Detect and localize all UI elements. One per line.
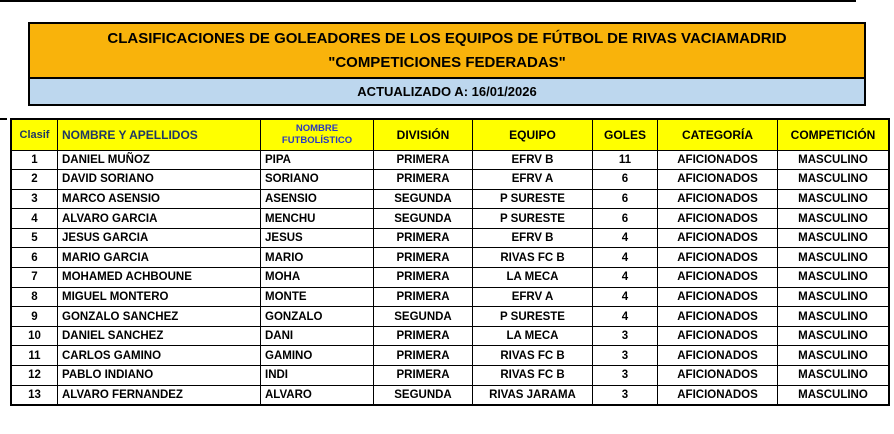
table-cell: 4 — [593, 228, 658, 248]
table-cell: AFICIONADOS — [658, 209, 778, 229]
table-cell: 4 — [593, 248, 658, 268]
table-cell: 3 — [593, 346, 658, 366]
table-cell: MASCULINO — [778, 248, 890, 268]
table-cell: SORIANO — [261, 170, 374, 190]
table-cell: 11 — [593, 150, 658, 170]
table-cell: GONZALO SANCHEZ — [58, 307, 261, 327]
table-cell: ALVARO FERNANDEZ — [58, 385, 261, 405]
table-cell: 4 — [593, 307, 658, 327]
table-cell: AFICIONADOS — [658, 385, 778, 405]
updated-banner — [30, 77, 864, 104]
table-cell: ASENSIO — [261, 189, 374, 209]
table-cell: 1 — [11, 150, 58, 170]
updated-text: ACTUALIZADO A: 16/01/2026 — [357, 84, 537, 99]
table-row — [11, 287, 889, 307]
table-cell: 6 — [593, 189, 658, 209]
table-cell: MASCULINO — [778, 170, 890, 190]
table-cell: PRIMERA — [374, 326, 473, 346]
table-cell: 7 — [11, 268, 58, 288]
table-cell: 3 — [11, 189, 58, 209]
table-row — [11, 346, 889, 366]
table-cell: 3 — [593, 385, 658, 405]
table-cell: EFRV B — [473, 150, 593, 170]
table-cell: MENCHU — [261, 209, 374, 229]
page-title-line1: CLASIFICACIONES DE GOLEADORES DE LOS EQUIPOS DE FÚTBOL DE RIVAS VACIAMADRID — [107, 30, 787, 48]
table-cell: PRIMERA — [374, 346, 473, 366]
table-cell: 10 — [11, 326, 58, 346]
column-header-7: COMPETICIÓN — [778, 119, 890, 150]
table-cell: MASCULINO — [778, 268, 890, 288]
table-cell: PIPA — [261, 150, 374, 170]
table-cell: MASCULINO — [778, 209, 890, 229]
column-header-4: EQUIPO — [473, 119, 593, 150]
table-row — [11, 150, 889, 170]
table-cell: 6 — [11, 248, 58, 268]
table-row — [11, 307, 889, 327]
page-title-line2: "COMPETICIONES FEDERADAS" — [328, 53, 566, 71]
table-cell: ALVARO — [261, 385, 374, 405]
table-cell: AFICIONADOS — [658, 248, 778, 268]
table-cell: MASCULINO — [778, 346, 890, 366]
table-cell: 6 — [593, 209, 658, 229]
table-cell: 4 — [593, 287, 658, 307]
table-cell: RIVAS FC B — [473, 248, 593, 268]
table-cell: AFICIONADOS — [658, 326, 778, 346]
table-cell: P SURESTE — [473, 189, 593, 209]
table-cell: PRIMERA — [374, 287, 473, 307]
table-cell: SEGUNDA — [374, 307, 473, 327]
table-cell: AFICIONADOS — [658, 228, 778, 248]
table-cell: AFICIONADOS — [658, 287, 778, 307]
table-cell: SEGUNDA — [374, 385, 473, 405]
table-cell: AFICIONADOS — [658, 170, 778, 190]
column-header-6: CATEGORÍA — [658, 119, 778, 150]
table-cell: GAMINO — [261, 346, 374, 366]
table-cell: DANI — [261, 326, 374, 346]
table-row — [11, 228, 889, 248]
table-cell: PRIMERA — [374, 150, 473, 170]
table-header — [11, 119, 889, 150]
table-cell: SEGUNDA — [374, 189, 473, 209]
table-row — [11, 248, 889, 268]
table-cell: MASCULINO — [778, 326, 890, 346]
table-cell: 2 — [11, 170, 58, 190]
table-cell: DAVID SORIANO — [58, 170, 261, 190]
table-cell: 11 — [11, 346, 58, 366]
table-cell: MOHAMED ACHBOUNE — [58, 268, 261, 288]
column-header-0: Clasif — [11, 119, 58, 150]
table-cell: SEGUNDA — [374, 209, 473, 229]
table-cell: PRIMERA — [374, 366, 473, 386]
table-row — [11, 209, 889, 229]
table-cell: MONTE — [261, 287, 374, 307]
table-cell: 4 — [11, 209, 58, 229]
table-cell: MASCULINO — [778, 228, 890, 248]
left-gridline-stub — [0, 118, 7, 120]
table-cell: MASCULINO — [778, 287, 890, 307]
table-cell: AFICIONADOS — [658, 150, 778, 170]
table-cell: INDI — [261, 366, 374, 386]
table-cell: 6 — [593, 170, 658, 190]
table-cell: AFICIONADOS — [658, 307, 778, 327]
table-cell: RIVAS JARAMA — [473, 385, 593, 405]
table-cell: PABLO INDIANO — [58, 366, 261, 386]
table-cell: DANIEL SANCHEZ — [58, 326, 261, 346]
table-cell: P SURESTE — [473, 307, 593, 327]
table-cell: 8 — [11, 287, 58, 307]
table-row — [11, 366, 889, 386]
column-header-1: NOMBRE Y APELLIDOS — [58, 119, 261, 150]
table-cell: 3 — [593, 326, 658, 346]
table-cell: 5 — [11, 228, 58, 248]
table-cell: CARLOS GAMINO — [58, 346, 261, 366]
table-cell: RIVAS FC B — [473, 366, 593, 386]
table-cell: 9 — [11, 307, 58, 327]
table-cell: AFICIONADOS — [658, 346, 778, 366]
table-cell: RIVAS FC B — [473, 346, 593, 366]
table-cell: MOHA — [261, 268, 374, 288]
table-cell: ALVARO GARCIA — [58, 209, 261, 229]
table-cell: PRIMERA — [374, 228, 473, 248]
table-cell: MASCULINO — [778, 385, 890, 405]
table-cell: P SURESTE — [473, 209, 593, 229]
table-cell: 12 — [11, 366, 58, 386]
table-cell: PRIMERA — [374, 268, 473, 288]
table-cell: MARIO GARCIA — [58, 248, 261, 268]
table-cell: MASCULINO — [778, 307, 890, 327]
table-cell: MARIO — [261, 248, 374, 268]
column-header-2: NOMBRE FUTBOLÍSTICO — [261, 119, 374, 150]
table-cell: JESUS GARCIA — [58, 228, 261, 248]
table-row — [11, 326, 889, 346]
title-banner — [28, 22, 866, 106]
table-cell: EFRV A — [473, 287, 593, 307]
header-row — [11, 119, 889, 150]
table-row — [11, 268, 889, 288]
table-cell: LA MECA — [473, 268, 593, 288]
table-row — [11, 170, 889, 190]
table-cell: MASCULINO — [778, 366, 890, 386]
table-cell: AFICIONADOS — [658, 268, 778, 288]
table-cell: MASCULINO — [778, 150, 890, 170]
table-cell: 3 — [593, 366, 658, 386]
table-cell: PRIMERA — [374, 170, 473, 190]
table-cell: EFRV B — [473, 228, 593, 248]
table-cell: EFRV A — [473, 170, 593, 190]
table-cell: 4 — [593, 268, 658, 288]
table-cell: DANIEL MUÑOZ — [58, 150, 261, 170]
page-title — [30, 24, 864, 77]
top-border-rule — [0, 0, 856, 2]
table-row — [11, 189, 889, 209]
table-row — [11, 385, 889, 405]
column-header-3: DIVISIÓN — [374, 119, 473, 150]
table-cell: AFICIONADOS — [658, 366, 778, 386]
column-header-5: GOLES — [593, 119, 658, 150]
table-cell: MARCO ASENSIO — [58, 189, 261, 209]
table-cell: JESUS — [261, 228, 374, 248]
table-cell: LA MECA — [473, 326, 593, 346]
table-cell: MIGUEL MONTERO — [58, 287, 261, 307]
table-body — [11, 150, 889, 405]
table-cell: GONZALO — [261, 307, 374, 327]
table-cell: PRIMERA — [374, 248, 473, 268]
table-cell: AFICIONADOS — [658, 189, 778, 209]
scorers-ranking-table — [10, 118, 890, 406]
table-cell: MASCULINO — [778, 189, 890, 209]
table-cell: 13 — [11, 385, 58, 405]
